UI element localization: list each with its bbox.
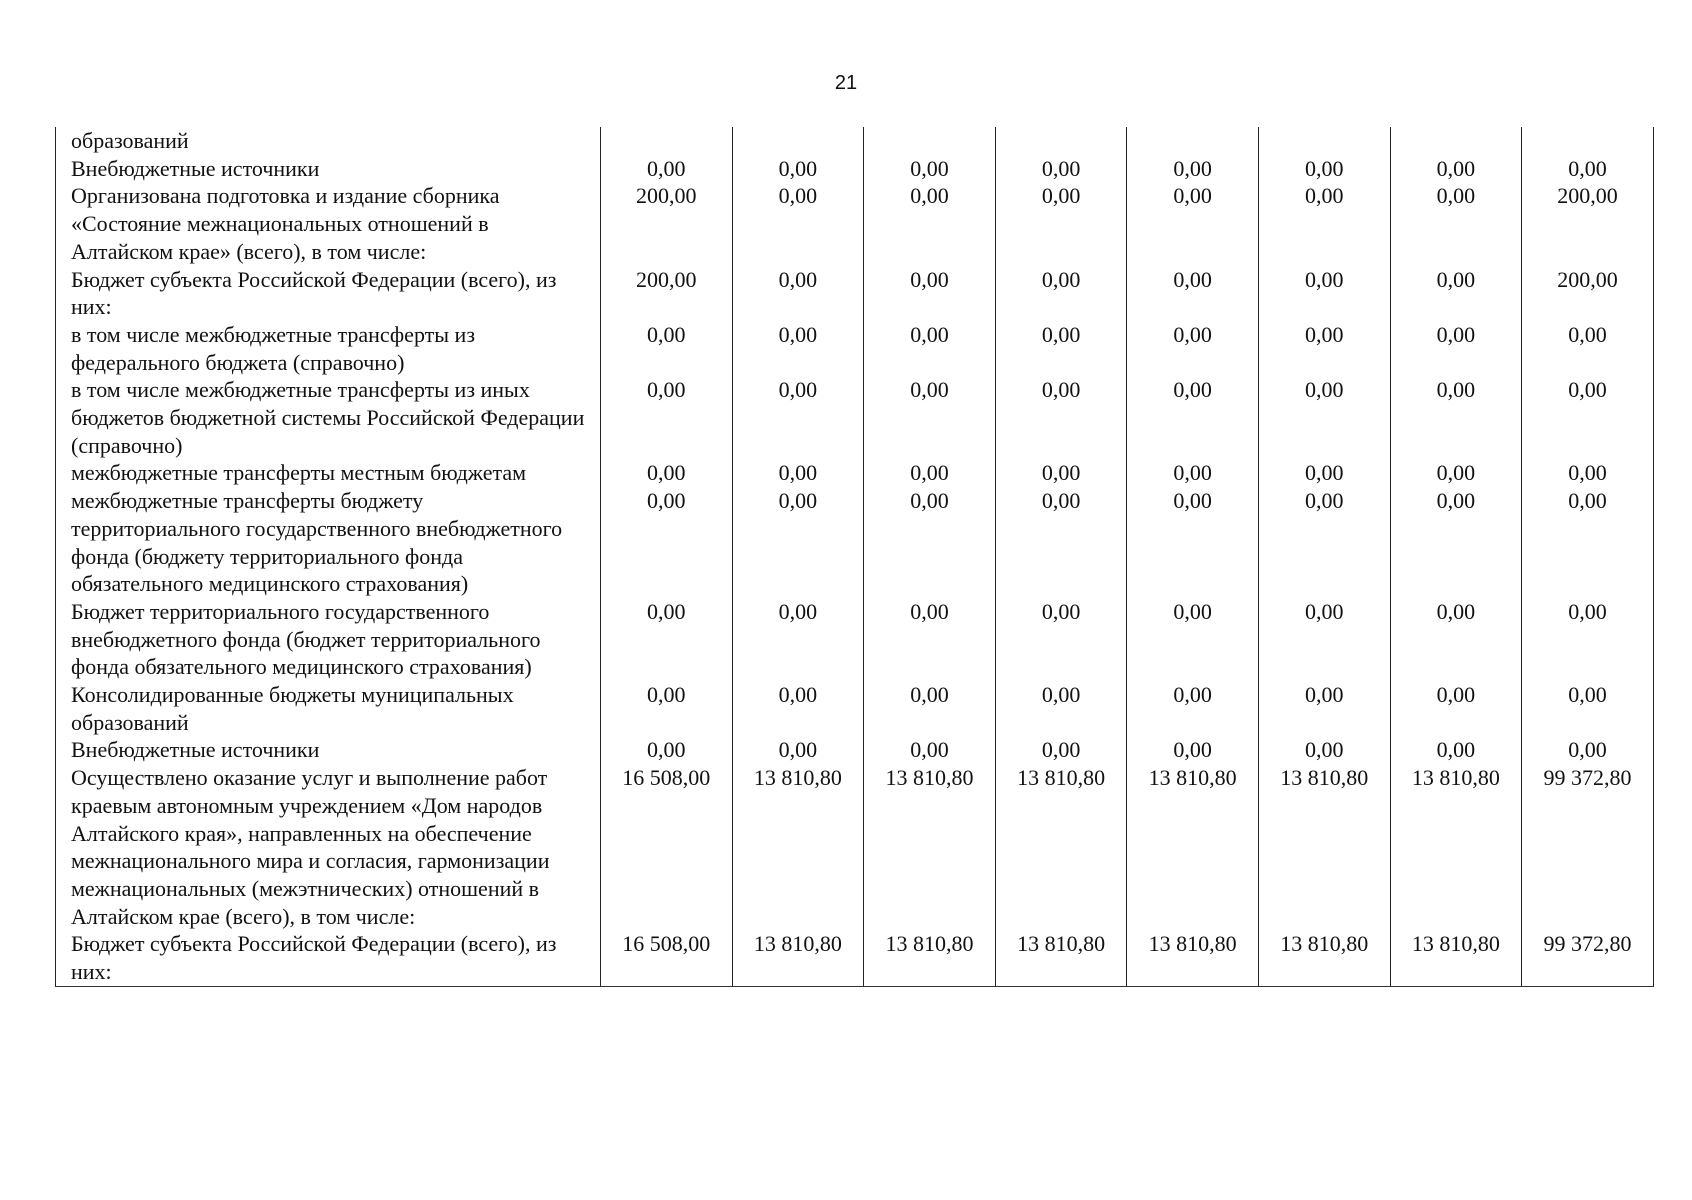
table-row: [56, 681, 1654, 736]
table-row: [56, 598, 1654, 681]
value-cell: [1127, 127, 1259, 155]
value-cell: 0,00: [732, 376, 864, 459]
table-body: [56, 127, 1654, 986]
row-label: Бюджет субъекта Российской Федерации (всего), из них:: [56, 930, 601, 986]
value-cell: 0,00: [601, 487, 733, 598]
value-cell: 200,00: [601, 182, 733, 265]
value-cell: 0,00: [732, 487, 864, 598]
value-cell: 0,00: [1390, 598, 1522, 681]
value-cell: 0,00: [732, 459, 864, 487]
value-cell: 0,00: [1522, 321, 1654, 376]
value-cell: 0,00: [732, 182, 864, 265]
value-cell: 0,00: [864, 681, 996, 736]
value-cell: 0,00: [1258, 487, 1390, 598]
value-cell: 0,00: [1390, 376, 1522, 459]
value-cell: 0,00: [1127, 266, 1259, 321]
value-cell: 0,00: [1258, 321, 1390, 376]
table-row: [56, 459, 1654, 487]
value-cell: 0,00: [1522, 681, 1654, 736]
value-cell: 0,00: [995, 487, 1127, 598]
table-row: [56, 127, 1654, 155]
value-cell: 0,00: [995, 266, 1127, 321]
table-row: [56, 764, 1654, 930]
value-cell: 200,00: [1522, 182, 1654, 265]
value-cell: 0,00: [601, 459, 733, 487]
table-row: [56, 376, 1654, 459]
value-cell: [601, 127, 733, 155]
value-cell: 0,00: [1522, 736, 1654, 764]
value-cell: 13 810,80: [1390, 930, 1522, 986]
value-cell: 13 810,80: [1127, 930, 1259, 986]
value-cell: 0,00: [1127, 487, 1259, 598]
value-cell: 13 810,80: [1127, 764, 1259, 930]
value-cell: 0,00: [1390, 681, 1522, 736]
value-cell: 16 508,00: [601, 764, 733, 930]
value-cell: 0,00: [995, 155, 1127, 183]
value-cell: 0,00: [1390, 182, 1522, 265]
value-cell: 0,00: [1390, 736, 1522, 764]
value-cell: 200,00: [601, 266, 733, 321]
value-cell: 0,00: [864, 182, 996, 265]
value-cell: 13 810,80: [732, 930, 864, 986]
value-cell: 0,00: [1127, 182, 1259, 265]
value-cell: 0,00: [732, 155, 864, 183]
value-cell: 200,00: [1522, 266, 1654, 321]
value-cell: 0,00: [995, 321, 1127, 376]
value-cell: 0,00: [1390, 487, 1522, 598]
table-row: [56, 930, 1654, 986]
value-cell: 13 810,80: [995, 764, 1127, 930]
value-cell: 13 810,80: [732, 764, 864, 930]
value-cell: 0,00: [1258, 376, 1390, 459]
row-label: Консолидированные бюджеты муниципальных образований: [56, 681, 601, 736]
value-cell: 0,00: [732, 266, 864, 321]
value-cell: [1522, 127, 1654, 155]
value-cell: 13 810,80: [864, 930, 996, 986]
value-cell: 0,00: [1258, 736, 1390, 764]
value-cell: 0,00: [864, 155, 996, 183]
value-cell: 0,00: [1127, 681, 1259, 736]
value-cell: [1390, 127, 1522, 155]
table-row: [56, 182, 1654, 265]
value-cell: [1258, 127, 1390, 155]
value-cell: [995, 127, 1127, 155]
value-cell: 99 372,80: [1522, 764, 1654, 930]
value-cell: 0,00: [1522, 376, 1654, 459]
value-cell: 0,00: [864, 487, 996, 598]
row-label: в том числе межбюджетные трансферты из федерального бюджета (справочно): [56, 321, 601, 376]
value-cell: 0,00: [995, 598, 1127, 681]
value-cell: 0,00: [1390, 459, 1522, 487]
table-row: [56, 736, 1654, 764]
value-cell: 0,00: [864, 321, 996, 376]
table-row: [56, 487, 1654, 598]
value-cell: 0,00: [601, 321, 733, 376]
value-cell: 0,00: [864, 598, 996, 681]
value-cell: 13 810,80: [1258, 764, 1390, 930]
value-cell: 0,00: [732, 736, 864, 764]
value-cell: 16 508,00: [601, 930, 733, 986]
value-cell: 0,00: [601, 376, 733, 459]
value-cell: 0,00: [601, 736, 733, 764]
value-cell: 0,00: [1390, 321, 1522, 376]
value-cell: 0,00: [1127, 459, 1259, 487]
value-cell: 0,00: [1258, 459, 1390, 487]
table-row: [56, 266, 1654, 321]
value-cell: 0,00: [864, 459, 996, 487]
table-row: [56, 155, 1654, 183]
row-label: Бюджет субъекта Российской Федерации (всего), из них:: [56, 266, 601, 321]
value-cell: 0,00: [1127, 598, 1259, 681]
value-cell: 99 372,80: [1522, 930, 1654, 986]
budget-table: [55, 127, 1654, 987]
value-cell: 0,00: [601, 681, 733, 736]
value-cell: 0,00: [995, 182, 1127, 265]
value-cell: 0,00: [1258, 598, 1390, 681]
table-row: [56, 321, 1654, 376]
value-cell: 13 810,80: [864, 764, 996, 930]
value-cell: 0,00: [1522, 487, 1654, 598]
row-label: Внебюджетные источники: [56, 155, 601, 183]
row-label: межбюджетные трансферты местным бюджетам: [56, 459, 601, 487]
value-cell: 0,00: [601, 155, 733, 183]
value-cell: 0,00: [732, 681, 864, 736]
row-label: в том числе межбюджетные трансферты из иных бюджетов бюджетной системы Российской Федерации (справочно): [56, 376, 601, 459]
row-label: образований: [56, 127, 601, 155]
row-label: Организована подготовка и издание сборника «Состояние межнациональных отношений в Алтайском крае» (всего), в том числе:: [56, 182, 601, 265]
value-cell: 0,00: [995, 376, 1127, 459]
value-cell: 0,00: [864, 736, 996, 764]
value-cell: [864, 127, 996, 155]
value-cell: 13 810,80: [1390, 764, 1522, 930]
value-cell: 0,00: [601, 598, 733, 681]
row-label: Осуществлено оказание услуг и выполнение работ краевым автономным учреждением «Дом народов Алтайского края», направленных на обеспечение межнационального мира и согласия, гармонизации межнациональных (межэтнических) отношений в Алтайском крае (всего), в том числе:: [56, 764, 601, 930]
value-cell: 0,00: [1522, 598, 1654, 681]
value-cell: 0,00: [1522, 459, 1654, 487]
value-cell: 0,00: [732, 321, 864, 376]
value-cell: 0,00: [1390, 155, 1522, 183]
row-label: межбюджетные трансферты бюджету территориального государственного внебюджетного фонда (бюджету территориального фонда обязательного медицинского страхования): [56, 487, 601, 598]
value-cell: 0,00: [1258, 155, 1390, 183]
value-cell: 0,00: [995, 459, 1127, 487]
value-cell: 0,00: [995, 736, 1127, 764]
value-cell: 0,00: [1127, 155, 1259, 183]
value-cell: 0,00: [1258, 182, 1390, 265]
value-cell: 0,00: [1258, 681, 1390, 736]
value-cell: 13 810,80: [995, 930, 1127, 986]
value-cell: 0,00: [1258, 266, 1390, 321]
value-cell: 0,00: [995, 681, 1127, 736]
value-cell: 0,00: [1127, 376, 1259, 459]
page-number: 21: [834, 72, 858, 94]
value-cell: 13 810,80: [1258, 930, 1390, 986]
row-label: Внебюджетные источники: [56, 736, 601, 764]
value-cell: 0,00: [1522, 155, 1654, 183]
value-cell: 0,00: [1390, 266, 1522, 321]
row-label: Бюджет территориального государственного внебюджетного фонда (бюджет территориального фонда обязательного медицинского страхования): [56, 598, 601, 681]
value-cell: 0,00: [864, 376, 996, 459]
value-cell: 0,00: [732, 598, 864, 681]
value-cell: 0,00: [864, 266, 996, 321]
value-cell: 0,00: [1127, 321, 1259, 376]
value-cell: [732, 127, 864, 155]
value-cell: 0,00: [1127, 736, 1259, 764]
